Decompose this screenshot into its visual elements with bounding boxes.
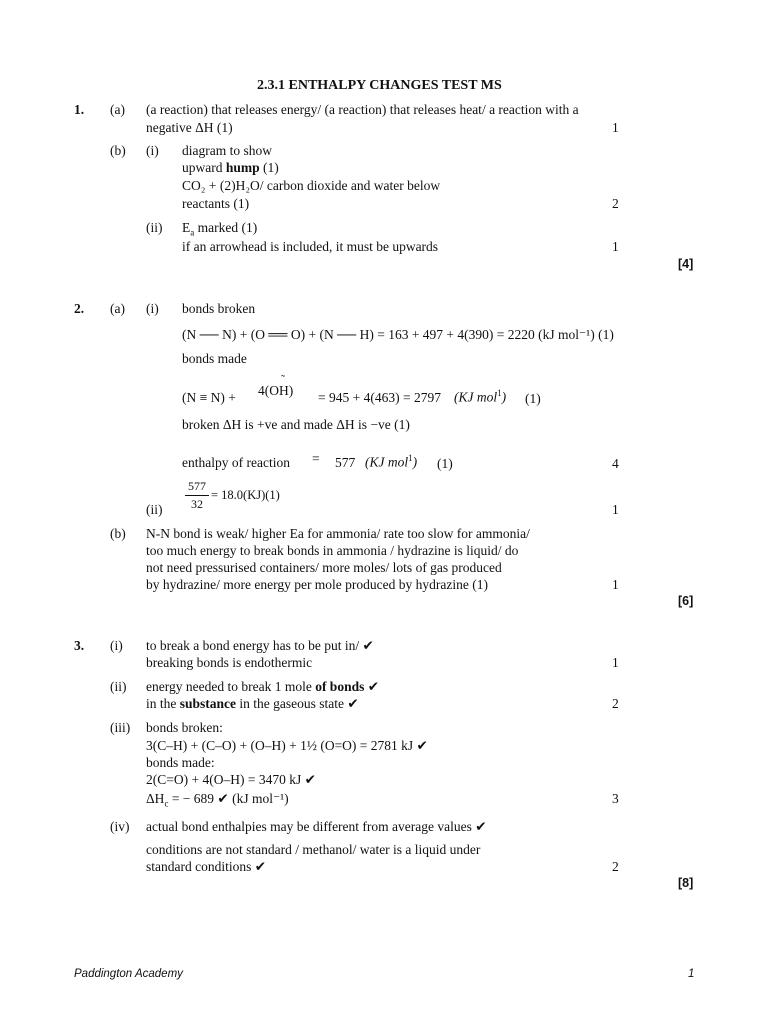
q2-enthalpy-equals: = <box>312 451 320 466</box>
q2-fraction-denominator: 32 <box>191 497 203 511</box>
q2-enthalpy-unit: (KJ mol$^1$) <box>365 453 418 470</box>
q1-a-mark: 1 <box>612 120 619 135</box>
q3-iv-line-2: conditions are not standard / methanol/ water is a liquid under <box>146 842 481 857</box>
q1-b-i-line-1: diagram to show <box>182 143 272 158</box>
q2-bonds-broken-heading: bonds broken <box>182 301 256 316</box>
q2-enthalpy-label: enthalpy of reaction <box>182 455 290 470</box>
q3-iii-line-3: bonds made: <box>146 755 215 770</box>
q3-iv-line-1: actual bond enthalpies may be different from average values ✔ <box>146 819 487 834</box>
q2-bonds-made-unit: (KJ mol$^1$) <box>454 388 507 405</box>
page-title: 2.3.1 ENTHALPY CHANGES TEST MS <box>257 78 502 93</box>
q2-b-line-4: by hydrazine/ more energy per mole produced by hydrazine (1) <box>146 577 488 592</box>
q2-bonds-made-tilde: ˜ <box>281 372 285 386</box>
q1-b-ii-line-2: if an arrowhead is included, it must be upwards <box>182 239 439 254</box>
q2-b-mark: 1 <box>612 577 619 592</box>
q2-a-i-label: (i) <box>146 301 159 316</box>
q2-bonds-made-equation-a: (N ≡ N) + <box>182 390 236 405</box>
q1-part-b-label: (b) <box>110 143 126 158</box>
q3-iii-line-1: bonds broken: <box>146 720 223 735</box>
q3-iv-mark: 2 <box>612 859 619 874</box>
q2-b-line-1: N-N bond is weak/ higher Ea for ammonia/ rate too slow for ammonia/ <box>146 526 530 541</box>
q2-fraction-result: = 18.0(KJ)(1) <box>211 488 280 502</box>
q2-enthalpy-mark: (1) <box>437 456 453 471</box>
question-3-number: 3. <box>74 638 85 653</box>
q1-a-line-2: negative ΔH (1) <box>146 120 233 135</box>
q3-i-line-1: to break a bond energy has to be put in/ ✔ <box>146 638 374 653</box>
q2-total: [6] <box>678 594 694 608</box>
q1-b-i-line-3: CO₂ + (2)H₂O/ carbon dioxide and water below <box>182 178 441 193</box>
q2-part-a-label: (a) <box>110 301 125 316</box>
q1-b-i-label: (i) <box>146 143 159 158</box>
q2-part-b-label: (b) <box>110 526 126 541</box>
q1-b-i-line-2: upward hump (1) <box>182 160 279 175</box>
q3-ii-mark: 2 <box>612 696 619 711</box>
q2-bonds-made-equation-b: 4(OH) <box>258 383 294 398</box>
q1-a-line-1: (a reaction) that releases energy/ (a reaction) that releases heat/ a reaction with a <box>146 102 579 117</box>
q3-total: [8] <box>678 876 694 890</box>
q3-iii-mark: 3 <box>612 791 619 806</box>
question-1-number: 1. <box>74 102 85 117</box>
q1-b-ii-label: (ii) <box>146 220 163 235</box>
q3-iv-label: (iv) <box>110 819 130 834</box>
footer-school-name: Paddington Academy <box>74 968 183 980</box>
q2-broken-made-sign: broken ΔH is +ve and made ΔH is −ve (1) <box>182 417 410 432</box>
q2-a-ii-mark: 1 <box>612 502 619 517</box>
q3-iii-line-4: 2(C=O) + 4(O–H) = 3470 kJ ✔ <box>146 772 316 787</box>
q1-b-ii-line-1: $E_a$ marked (1) <box>182 220 258 238</box>
q3-ii-line-2: in the substance in the gaseous state ✔ <box>146 696 359 711</box>
q3-iii-line-5: $\Delta H_c$ = − 689 ✔ (kJ mol⁻¹) <box>146 791 289 809</box>
q2-bonds-made-heading: bonds made <box>182 351 247 366</box>
q2-bonds-made-mark: (1) <box>525 391 541 406</box>
q2-bonds-broken-equation: (N ── N) + (O ══ O) + (N ── H) = 163 + 497 + 4(390) = 2220 (kJ mol⁻¹) (1) <box>182 327 614 342</box>
q3-ii-label: (ii) <box>110 679 127 694</box>
footer-page-number: 1 <box>688 968 695 980</box>
q3-iii-label: (iii) <box>110 720 131 735</box>
q2-b-line-3: not need pressurised containers/ more moles/ lots of gas produced <box>146 560 502 575</box>
q2-bonds-made-equation-c: = 945 + 4(463) = 2797 <box>318 390 441 405</box>
q2-fraction-numerator: 577 <box>188 479 206 493</box>
q3-iv-line-3: standard conditions ✔ <box>146 859 267 874</box>
q1-total: [4] <box>678 257 694 271</box>
q3-ii-line-1: energy needed to break 1 mole of bonds ✔ <box>146 679 380 694</box>
question-2-number: 2. <box>74 301 85 316</box>
q2-a-i-total-mark: 4 <box>612 456 619 471</box>
q3-i-label: (i) <box>110 638 123 653</box>
q1-b-ii-mark: 1 <box>612 239 619 254</box>
q3-i-mark: 1 <box>612 655 619 670</box>
q1-b-i-line-4: reactants (1) <box>182 196 250 211</box>
q1-b-i-mark: 2 <box>612 196 619 211</box>
q2-b-line-2: too much energy to break bonds in ammonia / hydrazine is liquid/ do <box>146 543 519 558</box>
q1-part-a-label: (a) <box>110 102 125 117</box>
q3-i-line-2: breaking bonds is endothermic <box>146 655 313 670</box>
q2-a-ii-label: (ii) <box>146 502 163 517</box>
q2-enthalpy-value: 577 <box>335 455 356 470</box>
q3-iii-line-2: 3(C–H) + (C–O) + (O–H) + 1½ (O=O) = 2781 kJ ✔ <box>146 738 428 753</box>
